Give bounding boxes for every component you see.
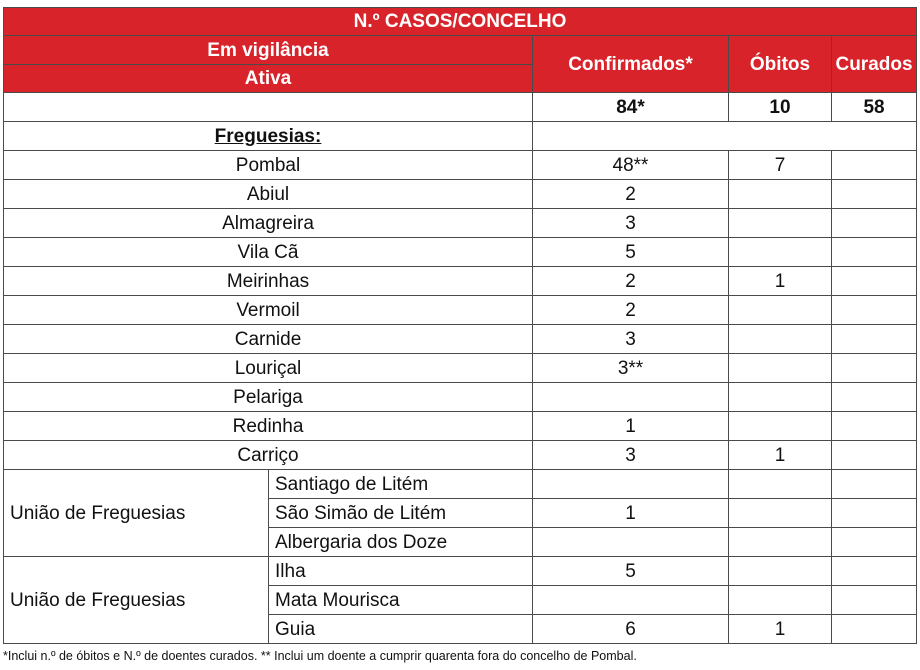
curados-cell	[832, 470, 917, 499]
uniao-label: União de Freguesias	[4, 557, 269, 644]
freguesia-name: Carriço	[4, 441, 533, 470]
confirmados-cell: 1	[533, 412, 729, 441]
freguesia-name: Vermoil	[4, 296, 533, 325]
obitos-cell	[729, 296, 832, 325]
uniao-member-name: Albergaria dos Doze	[269, 528, 533, 557]
curados-cell	[832, 499, 917, 528]
table-row	[4, 180, 917, 209]
obitos-cell	[729, 180, 832, 209]
table-row	[4, 209, 917, 238]
freguesias-heading-blank	[533, 122, 917, 151]
obitos-cell	[729, 499, 832, 528]
obitos-cell	[729, 586, 832, 615]
table-row	[4, 354, 917, 383]
table-row	[4, 296, 917, 325]
freguesia-name: Meirinhas	[4, 267, 533, 296]
table-row	[4, 441, 917, 470]
curados-cell	[832, 441, 917, 470]
curados-cell	[832, 296, 917, 325]
curados-cell	[832, 238, 917, 267]
curados-cell	[832, 586, 917, 615]
curados-cell	[832, 180, 917, 209]
obitos-cell	[729, 238, 832, 267]
table-title: N.º CASOS/CONCELHO	[4, 8, 917, 36]
table-row	[4, 267, 917, 296]
freguesias-rows	[4, 151, 917, 470]
obitos-cell	[729, 470, 832, 499]
freguesia-name: Carnide	[4, 325, 533, 354]
curados-cell	[832, 151, 917, 180]
uniao-member-name: Guia	[269, 615, 533, 644]
obitos-cell	[729, 209, 832, 238]
confirmados-cell: 3**	[533, 354, 729, 383]
confirmados-cell: 5	[533, 557, 729, 586]
table-row	[4, 325, 917, 354]
table-row	[4, 383, 917, 412]
freguesia-name: Abiul	[4, 180, 533, 209]
uniao-member-name: Ilha	[269, 557, 533, 586]
freguesia-name: Vila Cã	[4, 238, 533, 267]
table-row	[4, 412, 917, 441]
curados-cell	[832, 528, 917, 557]
curados-cell	[832, 615, 917, 644]
obitos-cell: 1	[729, 615, 832, 644]
freguesias-heading: Freguesias:	[4, 122, 533, 151]
obitos-cell: 1	[729, 441, 832, 470]
freguesia-name: Pombal	[4, 151, 533, 180]
confirmados-cell: 2	[533, 296, 729, 325]
obitos-cell	[729, 557, 832, 586]
curados-cell	[832, 557, 917, 586]
cases-table	[3, 7, 917, 644]
table-row	[4, 557, 917, 586]
curados-cell	[832, 354, 917, 383]
obitos-cell	[729, 412, 832, 441]
obitos-cell	[729, 354, 832, 383]
uniao-member-name: Mata Mourisca	[269, 586, 533, 615]
header-em-vigilancia: Em vigilância	[4, 36, 533, 65]
confirmados-cell	[533, 528, 729, 557]
obitos-cell: 1	[729, 267, 832, 296]
total-vigilancia	[4, 93, 533, 122]
uniao-member-name: Santiago de Litém	[269, 470, 533, 499]
confirmados-cell: 5	[533, 238, 729, 267]
confirmados-cell: 3	[533, 325, 729, 354]
total-curados: 58	[832, 93, 917, 122]
header-obitos: Óbitos	[729, 36, 832, 93]
confirmados-cell: 2	[533, 267, 729, 296]
total-obitos: 10	[729, 93, 832, 122]
totals-row	[4, 93, 917, 122]
curados-cell	[832, 383, 917, 412]
header-curados: Curados	[832, 36, 917, 93]
freguesia-name: Louriçal	[4, 354, 533, 383]
confirmados-cell: 1	[533, 499, 729, 528]
obitos-cell	[729, 325, 832, 354]
obitos-cell	[729, 383, 832, 412]
freguesia-name: Redinha	[4, 412, 533, 441]
freguesia-name: Almagreira	[4, 209, 533, 238]
confirmados-cell: 3	[533, 441, 729, 470]
curados-cell	[832, 267, 917, 296]
table-row	[4, 151, 917, 180]
uniao-member-name: São Simão de Litém	[269, 499, 533, 528]
table-row	[4, 238, 917, 267]
curados-cell	[832, 209, 917, 238]
footnote: *Inclui n.º de óbitos e N.º de doentes curados. ** Inclui um doente a cumprir quarenta fora do concelho de Pombal.	[3, 649, 637, 663]
table-row	[4, 470, 917, 499]
confirmados-cell	[533, 470, 729, 499]
confirmados-cell	[533, 586, 729, 615]
header-confirmados: Confirmados*	[533, 36, 729, 93]
obitos-cell	[729, 528, 832, 557]
confirmados-cell: 48**	[533, 151, 729, 180]
confirmados-cell: 2	[533, 180, 729, 209]
curados-cell	[832, 325, 917, 354]
unioes-rows	[4, 470, 917, 644]
freguesia-name: Pelariga	[4, 383, 533, 412]
obitos-cell: 7	[729, 151, 832, 180]
header-ativa: Ativa	[4, 65, 533, 93]
uniao-label: União de Freguesias	[4, 470, 269, 557]
total-confirmados: 84*	[533, 93, 729, 122]
confirmados-cell	[533, 383, 729, 412]
confirmados-cell: 3	[533, 209, 729, 238]
curados-cell	[832, 412, 917, 441]
confirmados-cell: 6	[533, 615, 729, 644]
